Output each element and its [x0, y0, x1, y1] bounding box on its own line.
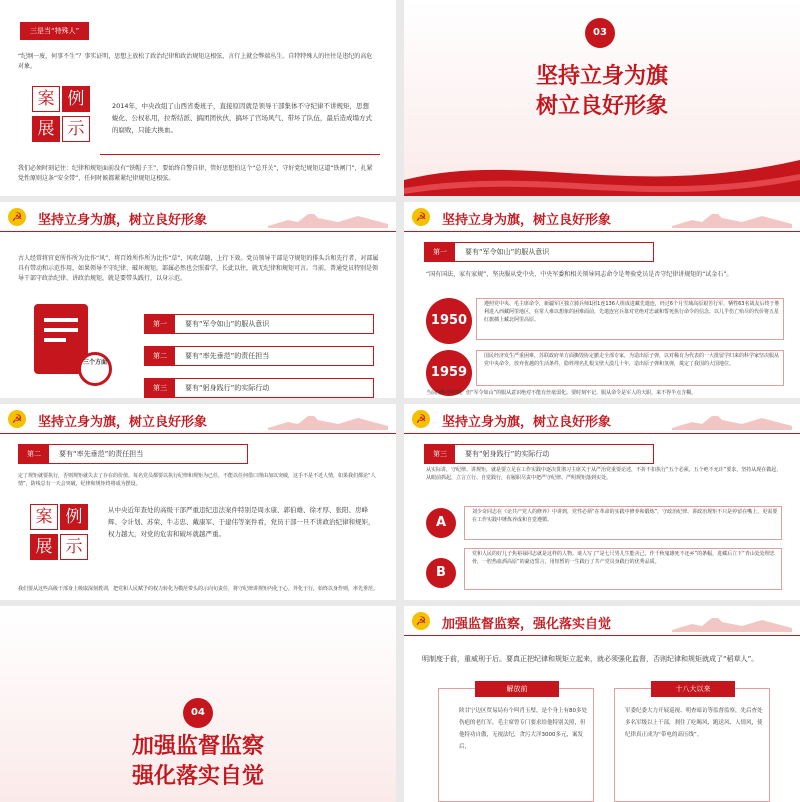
point-bar: 第三 要有“躬身践行”的实际行动: [144, 378, 374, 398]
chapter-badge: 04: [183, 698, 213, 728]
chapter-title-line1: 坚持立身为旗: [535, 64, 668, 89]
intro-text: “纪纲一废，何事不生”？事实证明，思想上放松了政治纪律和政治规矩这根弦，言行上就会弊端丛生。自特特殊人的往往是违纪的高危对象。: [18, 53, 373, 70]
slide-header: [404, 202, 800, 232]
case-display-label: [30, 504, 94, 564]
slide-title: 坚持立身为旗，树立良好形象: [442, 213, 612, 228]
slide-title: 坚持立身为旗，树立良好形象: [442, 415, 612, 430]
party-emblem-icon: ☭: [412, 612, 430, 630]
party-emblem-icon: ☭: [8, 208, 26, 226]
slide-3[interactable]: [0, 202, 396, 398]
left-column-box: [438, 685, 594, 802]
body-text: 古人经常将官吏所作所为比作“风”，将百姓所作所为比作“草”，风吹草随，上行下效。党员领导干部是守规矩的排头兵和先行者，对部属具有带动和示范作用，如果领导不守纪律、破坏规矩，部属必然也会照着学，长此以往，就无纪律和规矩可言。当前，普通党员特别是领导干部守政治纪律、讲政治规矩，就是要带头践行，以身示范。: [18, 255, 379, 282]
case-text: 从中央近年查处的高级干部严重违纪违法案件特别是周永康、郭伯雄、徐才厚、张阳、房峰辉、令计划、苏荣、牛志忠、戴康军、于建伟等案件看，党员干部一旦不讲政治纪律和规矩，权力越大，对党的危害和破坏就越严重。: [108, 506, 375, 538]
point-bar: 第一 要有“军令如山”的服从意识: [144, 314, 374, 334]
great-wall-icon: [268, 408, 388, 430]
slide-header: [0, 404, 396, 434]
point-bar: 第二 要有“率先垂范”的责任担当: [18, 444, 248, 464]
chapter-title-line1: 加强监督监察: [131, 734, 264, 759]
case-char: 例: [62, 86, 90, 112]
case-text: 2014年，中央改组了山西省委班子，直接原因就是领导干部集体不守纪律不讲规矩，思想蜕化、公权私用，拉帮结派、搞团团伙伙，搞坏了官场风气、带坏了队伍，最后造成塌方式的腐败，只能大换血。: [112, 102, 372, 134]
chapter-title-line2: 树立良好形象: [535, 94, 668, 119]
case-display-label: [32, 86, 96, 146]
case-char: 示: [62, 116, 90, 142]
right-column-title: 十八大以来: [651, 681, 735, 697]
great-wall-icon: [268, 206, 388, 228]
slide-title: 坚持立身为旗，树立良好形象: [38, 213, 208, 228]
point-b-circle: B: [426, 558, 456, 588]
slide-2-cover[interactable]: [404, 0, 800, 196]
party-emblem-icon: ☭: [412, 410, 430, 428]
slide-header: [0, 202, 396, 232]
closing-text: 我们必须时刻记住：纪律和规矩面前没有“铁帽子王”，要始终自警自律，管好思想怕这个“总开关”，守好党纪规矩这道“铁闸门”，扎紧党性原则这条“安全带”，任何时候都紧紧纪律规矩这根弦。: [18, 165, 373, 182]
closing-text: 当前国和平时期，但“军令如山”的服从意识绝对不能有丝毫弱化。要时刻牢记，服从命令是军人的天职，来不得半点含糊。: [426, 390, 697, 396]
left-column-title: 解放前: [475, 681, 559, 697]
case-char: 展: [30, 534, 58, 560]
case-box-line: [100, 154, 380, 155]
slide-header: [404, 404, 800, 434]
point-bar: 第一 要有“军令如山”的服从意识: [424, 242, 654, 262]
closing-text: 我们要从这些高级干部身上吸取深刻教训，把党和人民赋予的权力转化为模范带头的示向旬责任，将守纪律讲规矩内化于心，外化于行，始终以身作则，率先垂范。: [18, 586, 379, 592]
great-wall-icon: [672, 206, 792, 228]
red-ribbon-decoration: [404, 140, 800, 196]
body-text: 明制度于前，重威刑于后。要真正把纪律和规矩立起来，就必须强化监督，否则纪律和规矩就成了“稻草人”。: [422, 655, 759, 663]
slide-1[interactable]: [0, 0, 396, 196]
slide-title: 加强监督监察，强化落实自觉: [442, 617, 612, 632]
body-text: “国有国法，家有家规”，坚决服从党中央、中央军委和相关领导同志命令是考验党员是否守纪律讲规矩的“试金石”。: [426, 271, 733, 278]
great-wall-icon: [672, 610, 792, 632]
body-text: 定了规矩就要执行，否则规矩就失去了存在的价值。每名党员都要以执行纪律和规矩为已任，不能以任何借口理由加以突破，这手不是不近人情，如果我们都论“人情”，防线总有一天会突破，纪律和规矩终将成为摆设。: [18, 473, 376, 487]
slide-8[interactable]: [404, 606, 800, 802]
case-char: 案: [30, 504, 58, 530]
year-circle: 1950: [426, 298, 472, 344]
section-tag: 三是当“特殊人”: [20, 22, 89, 40]
magnifier-icon: [78, 352, 112, 386]
party-emblem-icon: ☭: [412, 208, 430, 226]
point-bar: 第二 要有“率先垂范”的责任担当: [144, 346, 374, 366]
chapter-badge: 03: [585, 18, 615, 48]
icon-text: 三个方面: [82, 359, 107, 366]
right-column-box: [614, 685, 770, 802]
right-column-text: 军委纪委大力开展巡视、明查暗访等监督监察，先后查处多名军级以上干部，刹住了吃喝风、跑送风、人情风，使纪律真正成为“带电的高压线”。: [625, 708, 763, 738]
point-a-circle: A: [426, 508, 456, 538]
left-column-text: 陕甘宁边区贸易局有个叫肖玉璧，是个身上有80多处伤疤的老红军，毛主席曾专门要求给他特别关照，但他特功自傲，无视法纪，贪污大洋3000多元，案发后，: [459, 708, 588, 750]
point-a-text: 刘少奇同志在《论共产党人的修养》中讲到，党性必须“在革命的实践中修养和锻炼”，守政治纪律、讲政治规矩不只是停留在嘴上，更需要在工作实践中锤炼养成和自觉遵循。: [472, 509, 778, 523]
closing-text: 从实际讲，守纪律、讲规矩，就是要立足在工作实践中逐决贯彻习主席关于从严治党重要论述，不折不扣执行“五个必须、五个绝不允许”要求，坚持从现在做起，从眼前抓起，立言立行、自觉践行，在履职尽责中把严守纪律、严明规矩落到实处。: [426, 467, 782, 481]
year-circle: 1959: [426, 350, 472, 396]
point-bar: 第三 要有“躬身践行”的实际行动: [424, 444, 654, 464]
slide-6[interactable]: [404, 404, 800, 600]
case-char: 例: [60, 504, 88, 530]
party-emblem-icon: ☭: [8, 410, 26, 428]
slide-title: 坚持立身为旗，树立良好形象: [38, 415, 208, 430]
case-char: 案: [32, 86, 60, 112]
point-b-text: 党和人民的好儿子焦裕禄同志就是这样的人物。谈人写了“是七尺男儿生能舍己，作千秋鬼雄死不还乡”的条幅，进藏后立下“青山处处埋忠骨，一腔热血酒高原”的豪迈誓言，用短暂的一生践行了共产党员身践行的优秀品质。: [472, 551, 775, 565]
event-text: 国民经济发生严重困难，苏联政府单方面撕毁协定撤走全部专家，为造出原子弹，以对稀有为代表的一大批留学归来的科学家坚决服从党中央命令，放弃优越的生活条件，隐姓埋名扎根戈壁大漠几十年，造出原子弹和氢弹，奠定了我国的大国地位。: [484, 353, 780, 367]
section-tag-bar: [14, 22, 214, 42]
slide-header: [404, 606, 800, 636]
slide-5[interactable]: [0, 404, 396, 600]
chapter-title-line2: 强化落实自觉: [131, 764, 264, 789]
great-wall-icon: [672, 408, 792, 430]
case-char: 展: [32, 116, 60, 142]
event-text: 遵照党中央、毛主席命令，新疆军区独立骑兵师1团1连136人组成进藏先遣连，经过6个月雪域高原艰苦行军，牺牲63名战友后终于胜利进入西藏阿里地区，在常人难以想象的困难面前，先遣连官兵靠对党绝对忠诚和誓死执行命令的信念，以几乎伤亡殆尽的代价将五星红旗插上藏北阿里高原。: [484, 301, 780, 323]
slide-7-cover[interactable]: [0, 606, 396, 802]
case-char: 示: [60, 534, 88, 560]
slide-4[interactable]: [404, 202, 800, 398]
